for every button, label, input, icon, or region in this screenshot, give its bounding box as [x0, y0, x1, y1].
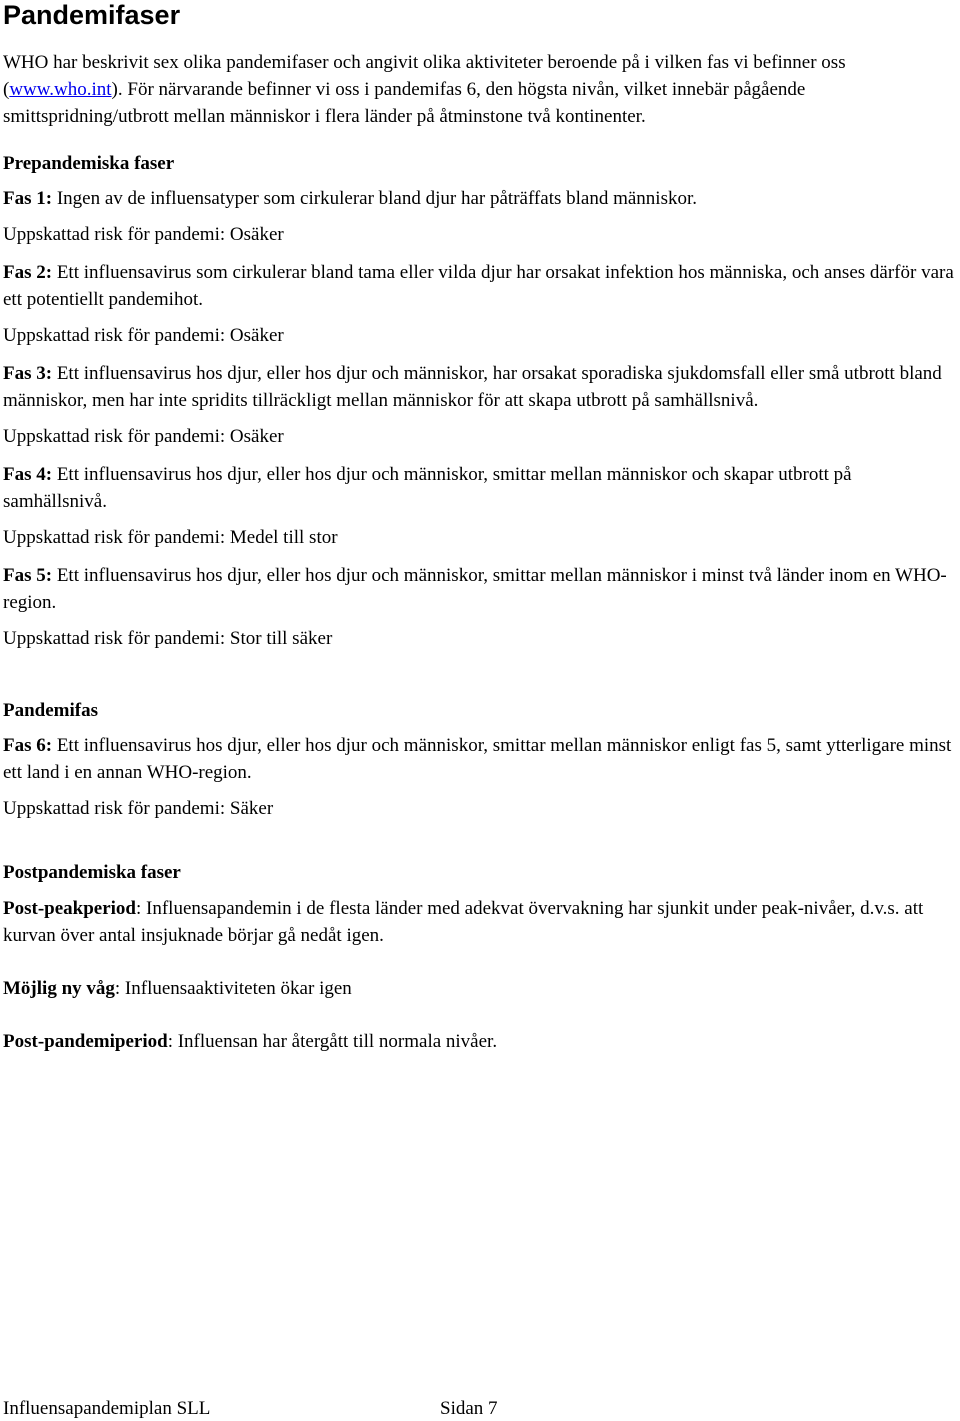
- phase-1-description: [3, 185, 958, 212]
- phase-4-risk: Uppskattad risk för pandemi: Medel till stor: [3, 527, 338, 548]
- phase-4-label: Fas 4:: [3, 464, 53, 485]
- phase-5-text: Ett influensavirus hos djur, eller hos djur och människor, smittar mellan människor i minst två länder inom en WHO-region.: [3, 565, 947, 613]
- post-pandemic-text: : Influensan har återgått till normala nivåer.: [167, 1031, 498, 1052]
- phase-3-label: Fas 3:: [3, 363, 53, 384]
- pandemic-heading: Pandemifas: [3, 700, 98, 721]
- phase-3-risk: Uppskattad risk för pandemi: Osäker: [3, 426, 284, 447]
- phase-5-risk: Uppskattad risk för pandemi: Stor till säker: [3, 628, 333, 649]
- phase-2-label: Fas 2:: [3, 262, 53, 283]
- new-wave-text: : Influensaaktiviteten ökar igen: [114, 978, 352, 999]
- phase-5-label: Fas 5:: [3, 565, 53, 586]
- footer-page-number: Sidan 7: [440, 1398, 498, 1419]
- phase-6-risk: Uppskattad risk för pandemi: Säker: [3, 798, 274, 819]
- post-peak-description: [3, 895, 958, 949]
- footer-document-name: Influensapandemiplan SLL: [3, 1398, 211, 1419]
- postpandemic-heading: Postpandemiska faser: [3, 862, 181, 883]
- intro-paragraph: [3, 49, 958, 130]
- who-link[interactable]: www.who.int: [9, 79, 112, 100]
- phase-1-risk: Uppskattad risk för pandemi: Osäker: [3, 224, 284, 245]
- post-pandemic-label: Post-pandemiperiod: [3, 1031, 168, 1052]
- phase-3-text: Ett influensavirus hos djur, eller hos djur och människor, har orsakat sporadiska sjukdomsfall eller små utbrott bland människor, men har inte spridits tillräckligt mellan människor för att skapa utbrott på samhällsnivå.: [3, 363, 942, 411]
- post-pandemic-description: [3, 1028, 958, 1055]
- new-wave-label: Möjlig ny våg: [3, 978, 115, 999]
- intro-text-start: WHO har beskrivit sex olika pandemifaser och angivit olika aktiviteter beroende på i vilken fas vi befinner oss (: [3, 52, 846, 100]
- phase-6-label: Fas 6:: [3, 735, 53, 756]
- prepandemic-heading: Prepandemiska faser: [3, 153, 175, 174]
- phase-6-text: Ett influensavirus hos djur, eller hos djur och människor, smittar mellan människor enligt fas 5, samt ytterligare minst ett land i en annan WHO-region.: [3, 735, 952, 783]
- phase-1-text: Ingen av de influensatyper som cirkulerar bland djur har påträffats bland människor.: [52, 188, 697, 209]
- page-footer: [3, 1397, 498, 1421]
- phase-5-description: [3, 562, 958, 616]
- phase-4-description: [3, 461, 958, 515]
- page-title: Pandemifaser: [3, 0, 181, 30]
- phase-1-label: Fas 1:: [3, 188, 53, 209]
- phase-3-description: [3, 360, 958, 414]
- new-wave-description: [3, 975, 958, 1002]
- document-page: [3, 0, 958, 1055]
- post-peak-text: : Influensapandemin i de flesta länder med adekvat övervakning har sjunkit under peak-nivåer, d.v.s. att kurvan över antal insjuknade börjar gå nedåt igen.: [3, 898, 924, 946]
- phase-2-risk: Uppskattad risk för pandemi: Osäker: [3, 325, 284, 346]
- phase-6-description: [3, 732, 958, 786]
- phase-2-description: [3, 259, 958, 313]
- post-peak-label: Post-peakperiod: [3, 898, 136, 919]
- intro-text-end: ). För närvarande befinner vi oss i pandemifas 6, den högsta nivån, vilket innebär pågående smittspridning/utbrott mellan människor i flera länder på åtminstone två kontinenter.: [3, 79, 806, 127]
- phase-2-text: Ett influensavirus som cirkulerar bland tama eller vilda djur har orsakat infektion hos människa, och anses därför vara ett potentiellt pandemihot.: [3, 262, 954, 310]
- phase-4-text: Ett influensavirus hos djur, eller hos djur och människor, smittar mellan människor och skapar utbrott på samhällsnivå.: [3, 464, 852, 512]
